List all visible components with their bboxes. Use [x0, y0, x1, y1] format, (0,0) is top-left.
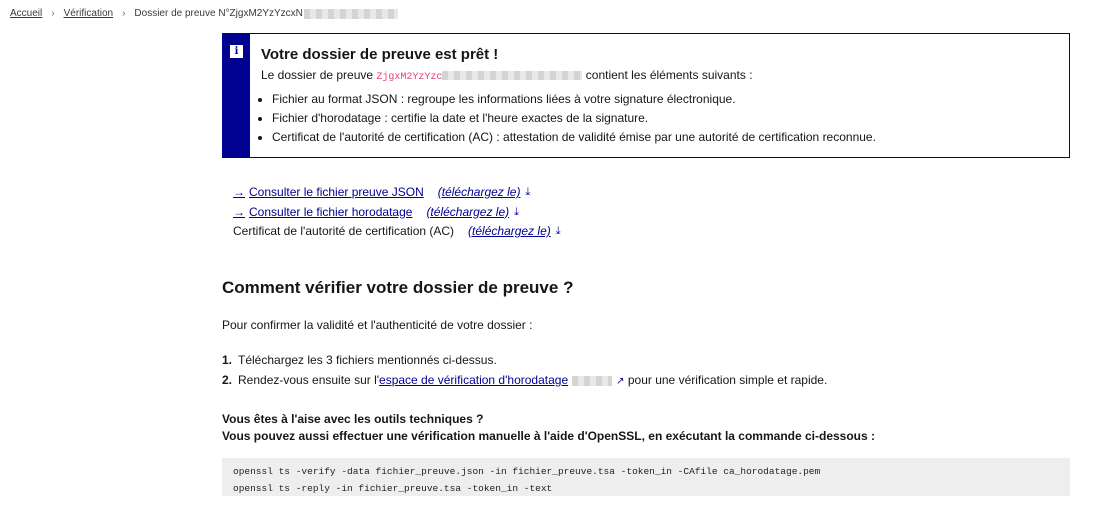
list-item: • Fichier d'horodatage : certifie la date et l'heure exactes de la signature.: [272, 109, 876, 128]
breadcrumb-current: Dossier de preuve N°ZjgxM2YzYzcxN: [134, 8, 303, 19]
howto-title: Comment vérifier votre dossier de preuve ?: [222, 278, 574, 297]
breadcrumb: [10, 8, 398, 19]
download-icon[interactable]: ⤓: [525, 186, 531, 198]
list-item: [222, 370, 827, 392]
step-text: Téléchargez les 3 fichiers mentionnés ci-dessus.: [238, 353, 497, 367]
howto-intro: Pour confirmer la validité et l'authenticité de votre dossier :: [222, 318, 533, 332]
consult-json-label: Consulter le fichier preuve JSON: [249, 185, 424, 199]
tech-question: Vous êtes à l'aise avec les outils techniques ?: [222, 412, 484, 426]
intro-prefix: Le dossier de preuve: [261, 68, 374, 82]
step-number: 2.: [222, 373, 233, 387]
proof-files-links: [233, 183, 561, 242]
consult-tsa-label: Consulter le fichier horodatage: [249, 204, 413, 219]
proof-code: ZjgxM2YzYzc: [376, 72, 443, 83]
tech-description: Vous pouvez aussi effectuer une vérification manuelle à l'aide d'OpenSSL, en exécutant la commande ci-dessous :: [222, 429, 876, 443]
tsa-file-row: [233, 203, 561, 223]
info-icon: i: [230, 45, 243, 58]
list-item: • Fichier au format JSON : regroupe les informations liées à votre signature électronique.: [272, 90, 876, 109]
consult-tsa-link[interactable]: [233, 203, 412, 223]
arrow-right-icon: →: [233, 204, 245, 219]
download-json-link[interactable]: (téléchargez le): [437, 185, 521, 199]
step-text-prefix: Rendez-vous ensuite sur l': [238, 373, 380, 387]
step-number: 1.: [222, 353, 233, 367]
intro-suffix: contient les éléments suivants :: [585, 68, 753, 82]
notice-intro: [261, 68, 753, 83]
openssl-command-block[interactable]: [222, 458, 1070, 496]
chevron-right-icon: ›: [51, 8, 55, 19]
command-line: openssl ts -verify -data fichier_preuve.json -in fichier_preuve.tsa -token_in -CAfile ca_horodatage.pem: [233, 466, 821, 477]
download-tsa-link[interactable]: (téléchargez le): [426, 204, 510, 219]
ca-label: Certificat de l'autorité de certification (AC): [233, 224, 455, 238]
breadcrumb-home-link[interactable]: Accueil: [10, 8, 43, 19]
consult-json-link[interactable]: [233, 183, 424, 203]
proof-contents-list: [261, 90, 876, 147]
redacted-block: [442, 71, 582, 80]
arrow-right-icon: →: [233, 185, 245, 199]
list-item: [222, 350, 827, 370]
timestamp-verification-link[interactable]: espace de vérification d'horodatage: [379, 373, 569, 387]
chevron-right-icon: ›: [122, 8, 126, 19]
json-file-row: [233, 183, 561, 203]
breadcrumb-verification-link[interactable]: Vérification: [63, 8, 114, 19]
step-text-suffix: pour une vérification simple et rapide.: [627, 373, 828, 387]
download-ca-link[interactable]: (téléchargez le): [468, 224, 551, 238]
download-icon[interactable]: ⤓: [514, 205, 520, 218]
list-item: • Certificat de l'autorité de certification (AC) : attestation de validité émise par une autorité de certification reconnue.: [272, 128, 876, 147]
proof-ready-notice: [222, 33, 1070, 158]
openssl-instructions: [222, 411, 875, 445]
redacted-block: [572, 376, 612, 386]
notice-title: Votre dossier de preuve est prêt !: [261, 46, 499, 63]
redacted-block: [304, 9, 398, 19]
download-icon[interactable]: ⤓: [555, 225, 561, 237]
external-link-icon[interactable]: ↗: [616, 376, 625, 387]
command-line: openssl ts -reply -in fichier_preuve.tsa -token_in -text: [233, 483, 553, 494]
ca-file-row: [233, 222, 561, 242]
verification-steps: [222, 350, 827, 392]
